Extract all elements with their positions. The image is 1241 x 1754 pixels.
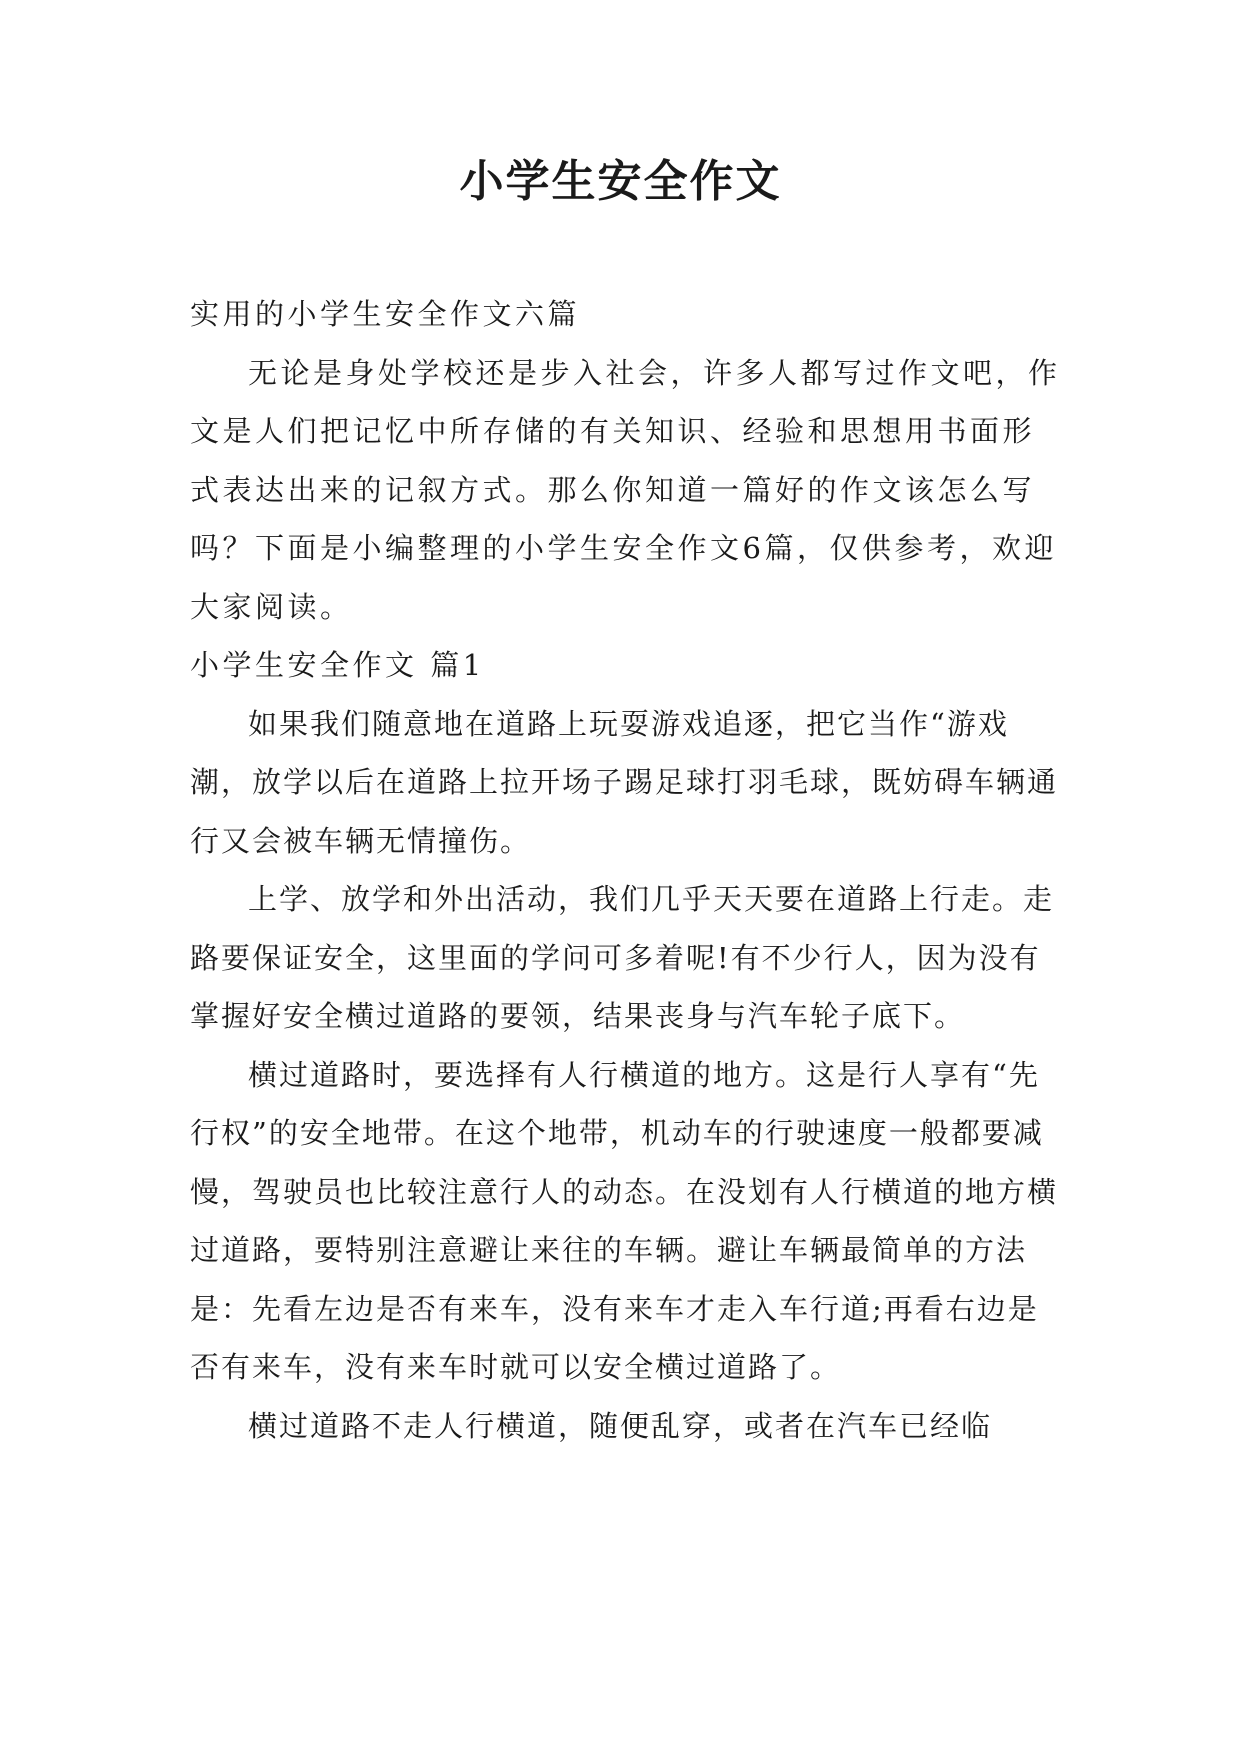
document-title: 小学生安全作文 [459,156,782,207]
body-paragraph: 横过道路时，要选择有人行横道的地方。这是行人享有“先行权”的安全地带。在这个地带，机动车的行驶速度一般都要减慢，驾驶员也比较注意行人的动态。在没划有人行横道的地方横过道路，要特别注意避让来往的车辆。避让车辆最简单的方法是：先看左边是否有来车，没有来车才走入车行道;再看右边是否有来车，没有来车时就可以安全横过道路了。 [190,1057,1059,1384]
body-paragraph: 横过道路不走人行横道，随便乱穿，或者在汽车已经临 [248,1408,993,1443]
body-paragraph: 上学、放学和外出活动，我们几乎天天要在道路上行走。走路要保证安全，这里面的学问可多着呢!有不少行人，因为没有掌握好安全横过道路的要领，结果丧身与汽车轮子底下。 [190,882,1055,1033]
body-paragraph: 如果我们随意地在道路上玩耍游戏追逐，把它当作“游戏潮，放学以后在道路上拉开场子踢足球打羽毛球，既妨碍车辆通行又会被车辆无情撞伤。 [190,706,1059,858]
subtitle-line: 实用的小学生安全作文六篇 [190,297,581,331]
intro-paragraph: 无论是身处学校还是步入社会，许多人都写过作文吧，作文是人们把记忆中所存储的有关知识、经验和思想用书面形式表达出来的记叙方式。那么你知道一篇好的作文该怎么写吗？下面是小编整理的小学生安全作文6篇，仅供参考，欢迎大家阅读。 [190,355,1061,624]
document-body [190,285,1062,1455]
section-heading: 小学生安全作文 篇1 [190,648,485,682]
